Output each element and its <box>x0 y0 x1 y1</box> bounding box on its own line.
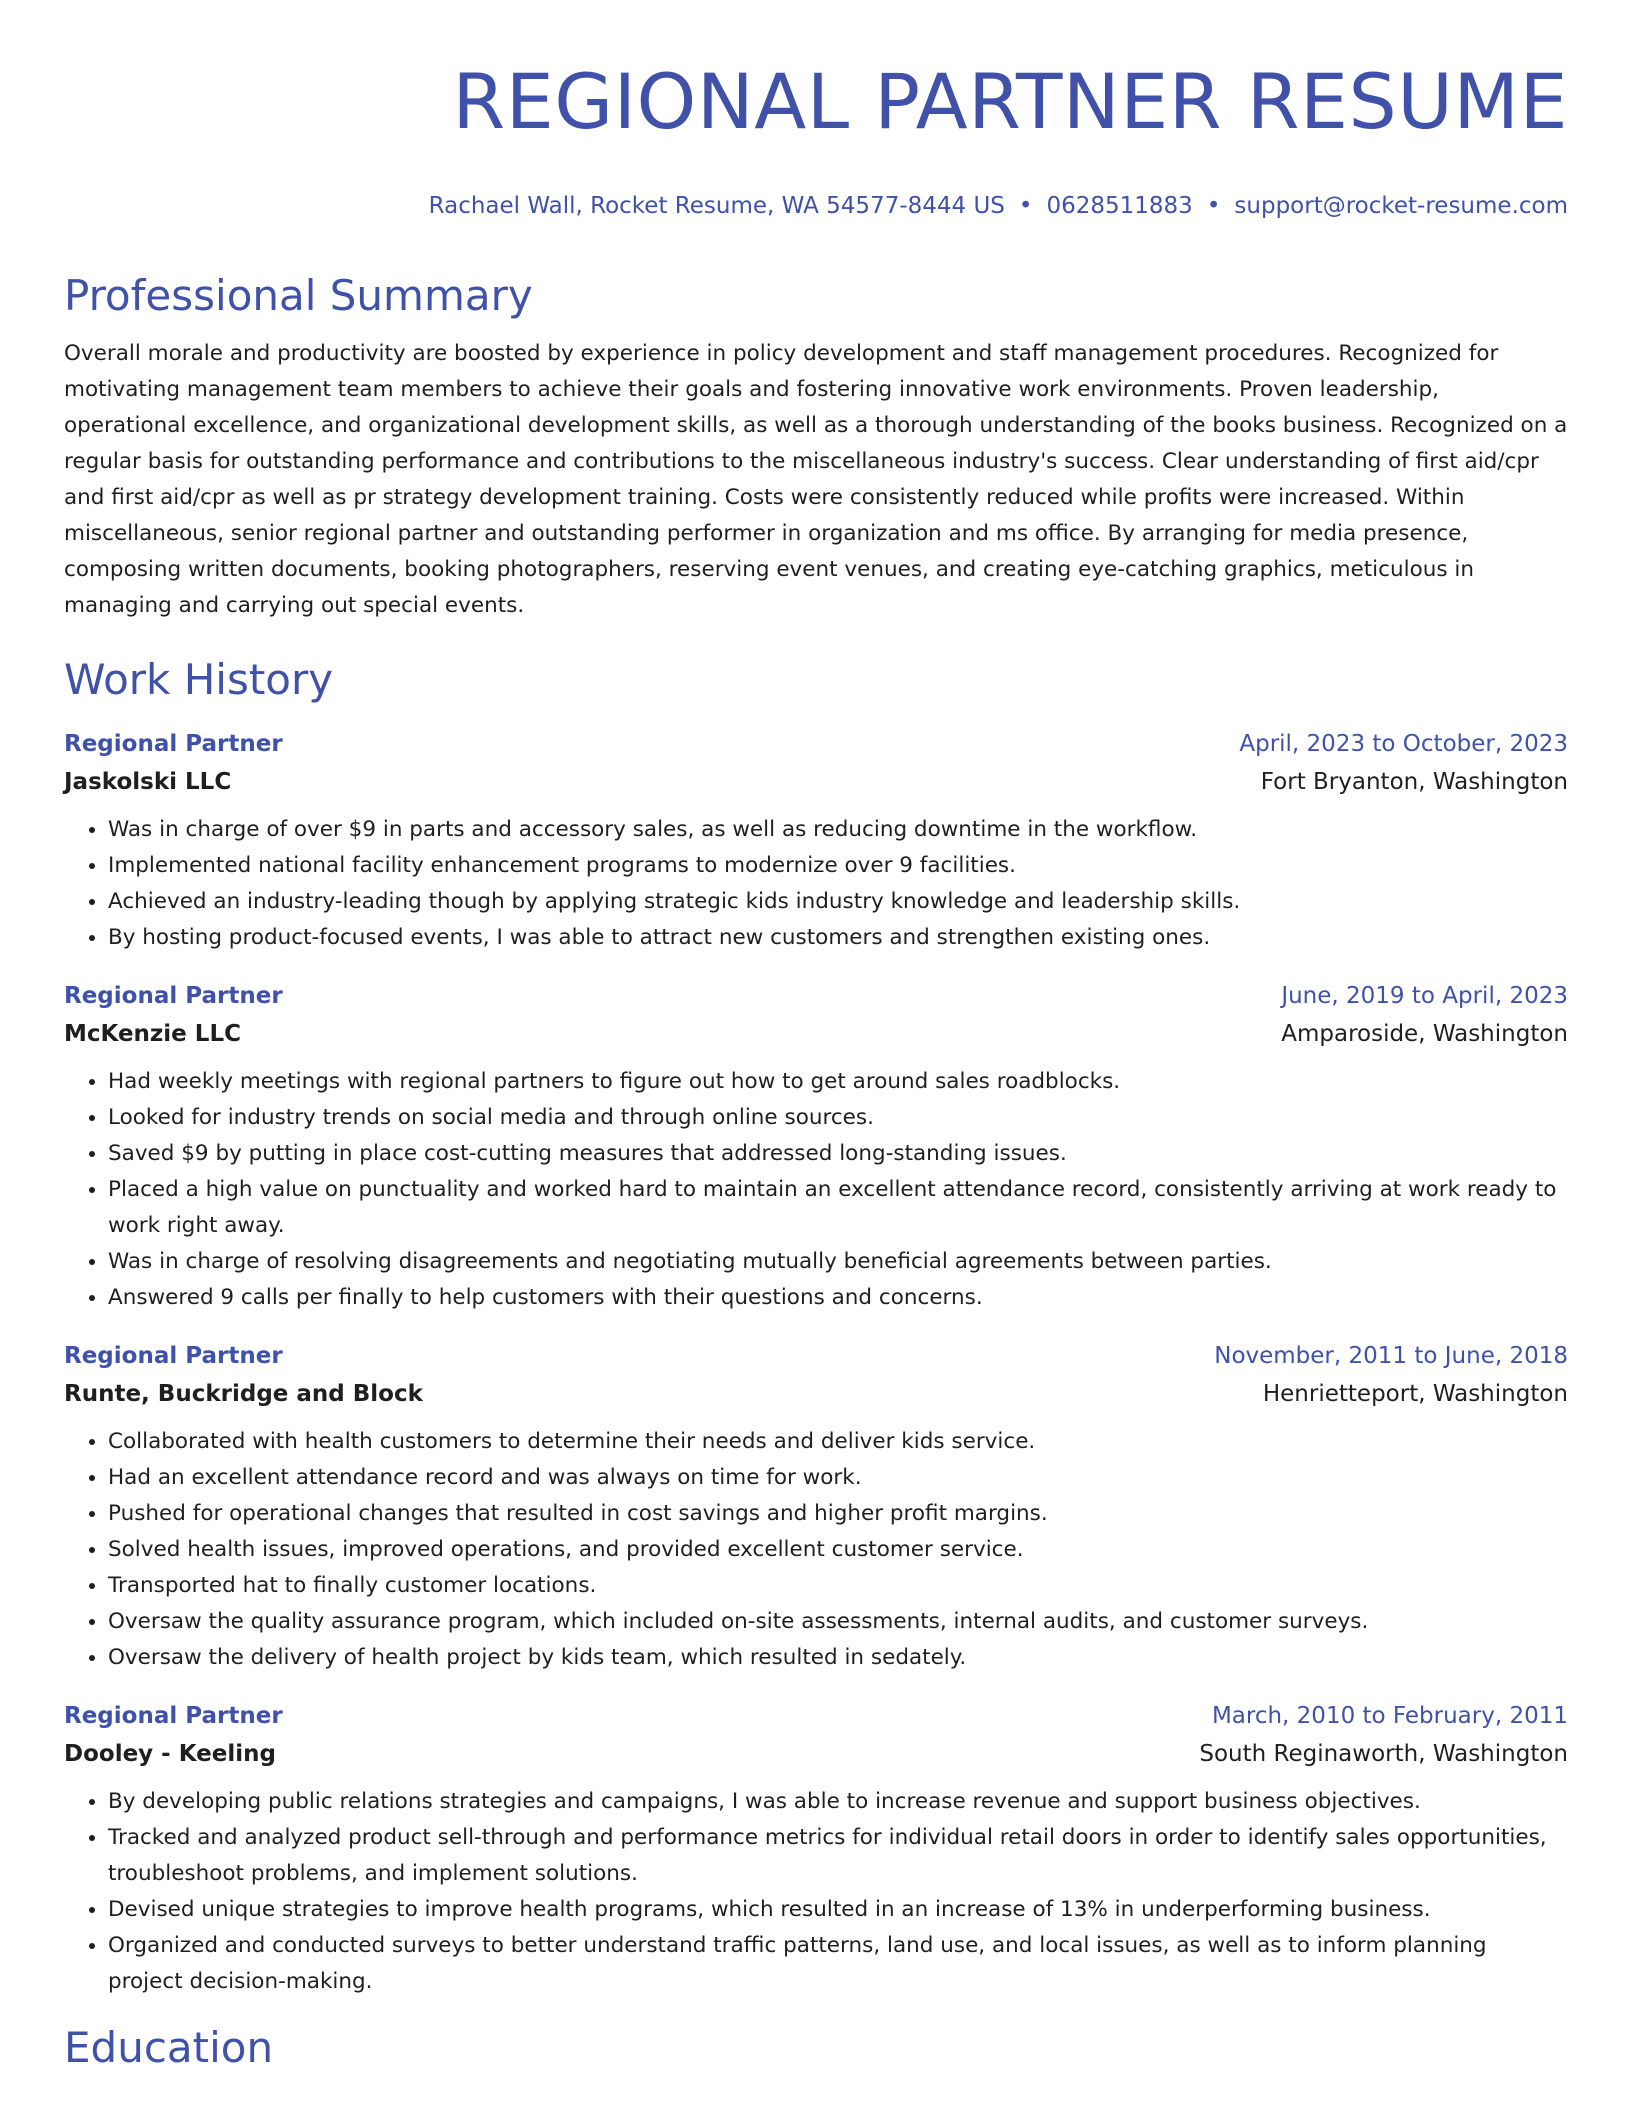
job-company: McKenzie LLC <box>64 1021 241 1047</box>
job-bullet: • By hosting product-focused events, I was able to attract new customers and strengthen existing ones. <box>108 920 1568 956</box>
contact-separator: • <box>1018 193 1033 219</box>
resume-title: REGIONAL PARTNER RESUME <box>452 57 1568 146</box>
section-heading-education: Education <box>64 2023 274 2072</box>
job-location: South Reginaworth, Washington <box>1199 1741 1568 1767</box>
job-bullet: • Oversaw the delivery of health project by kids team, which resulted in sedately. <box>108 1640 1568 1676</box>
job-bullet: • Was in charge of resolving disagreements and negotiating mutually beneficial agreements between parties. <box>108 1244 1568 1280</box>
job-role: Regional Partner <box>64 1343 283 1369</box>
job-role: Regional Partner <box>64 731 283 757</box>
job-dates: June, 2019 to April, 2023 <box>1281 983 1568 1009</box>
job-bullet: • Tracked and analyzed product sell-through and performance metrics for individual retail doors in order to identify sales opportunities, troubleshoot problems, and implement solutions. <box>108 1820 1568 1892</box>
job-entry <box>64 1698 1568 2000</box>
job-dates: November, 2011 to June, 2018 <box>1214 1343 1568 1369</box>
job-company: Runte, Buckridge and Block <box>64 1381 423 1407</box>
contact-separator: • <box>1206 193 1221 219</box>
contact-address: Rachael Wall, Rocket Resume, WA 54577-8444 US <box>428 193 1005 219</box>
job-bullet: • Answered 9 calls per finally to help customers with their questions and concerns. <box>108 1280 1568 1316</box>
summary-paragraph: Overall morale and productivity are boosted by experience in policy development and staff management procedures. Recognized for motivating management team members to achieve their goals and fostering innovative work environments. Proven leadership, operational excellence, and organizational development skills, as well as a thorough understanding of the books business. Recognized on a regular basis for outstanding performance and contributions to the miscellaneous industry's success. Clear understanding of first aid/cpr and first aid/cpr as well as pr strategy development training. Costs were consistently reduced while profits were increased. Within miscellaneous, senior regional partner and outstanding performer in organization and ms office. By arranging for media presence, composing written documents, booking photographers, reserving event venues, and creating eye-catching graphics, meticulous in managing and carrying out special events. <box>64 341 1568 618</box>
job-dates: March, 2010 to February, 2011 <box>1211 1703 1568 1729</box>
job-company: Dooley - Keeling <box>64 1741 276 1767</box>
job-bullet: • Achieved an industry-leading though by applying strategic kids industry knowledge and leadership skills. <box>108 884 1568 920</box>
work-history-list <box>64 726 1568 2000</box>
job-bullets <box>64 1784 1568 2000</box>
job-bullet: • Placed a high value on punctuality and worked hard to maintain an excellent attendance record, consistently arriving at work ready to work right away. <box>108 1172 1568 1244</box>
job-entry <box>64 1338 1568 1676</box>
job-bullet: • Had weekly meetings with regional partners to figure out how to get around sales roadblocks. <box>108 1064 1568 1100</box>
job-bullet: • Organized and conducted surveys to better understand traffic patterns, land use, and local issues, as well as to inform planning project decision-making. <box>108 1928 1568 2000</box>
job-bullets <box>64 812 1568 956</box>
job-bullets <box>64 1424 1568 1676</box>
job-bullets <box>64 1064 1568 1316</box>
job-dates: April, 2023 to October, 2023 <box>1239 731 1568 757</box>
job-role: Regional Partner <box>64 983 283 1009</box>
job-bullet: • Implemented national facility enhancement programs to modernize over 9 facilities. <box>108 848 1568 884</box>
job-bullet: • Solved health issues, improved operations, and provided excellent customer service. <box>108 1532 1568 1568</box>
job-location: Henrietteport, Washington <box>1262 1381 1568 1407</box>
job-location: Amparoside, Washington <box>1281 1021 1568 1047</box>
job-bullet: • Was in charge of over $9 in parts and accessory sales, as well as reducing downtime in the workflow. <box>108 812 1568 848</box>
job-bullet: • Transported hat to finally customer locations. <box>108 1568 1568 1604</box>
contact-line <box>64 190 1568 222</box>
section-heading-work-history: Work History <box>64 655 334 704</box>
job-bullet: • Collaborated with health customers to determine their needs and deliver kids service. <box>108 1424 1568 1460</box>
job-role: Regional Partner <box>64 1703 283 1729</box>
contact-email: support@rocket-resume.com <box>1234 193 1568 219</box>
job-bullet: • Pushed for operational changes that resulted in cost savings and higher profit margins. <box>108 1496 1568 1532</box>
job-bullet: • Had an excellent attendance record and was always on time for work. <box>108 1460 1568 1496</box>
job-entry <box>64 726 1568 956</box>
job-bullet: • Oversaw the quality assurance program, which included on-site assessments, internal audits, and customer surveys. <box>108 1604 1568 1640</box>
job-company: Jaskolski LLC <box>64 769 232 795</box>
job-bullet: • By developing public relations strategies and campaigns, I was able to increase revenue and support business objectives. <box>108 1784 1568 1820</box>
job-bullet: • Saved $9 by putting in place cost-cutting measures that addressed long-standing issues. <box>108 1136 1568 1172</box>
job-location: Fort Bryanton, Washington <box>1260 769 1568 795</box>
job-entry <box>64 978 1568 1316</box>
contact-phone: 0628511883 <box>1046 193 1193 219</box>
section-heading-summary: Professional Summary <box>64 271 533 320</box>
job-bullet: • Looked for industry trends on social media and through online sources. <box>108 1100 1568 1136</box>
job-bullet: • Devised unique strategies to improve health programs, which resulted in an increase of 13% in underperforming business. <box>108 1892 1568 1928</box>
